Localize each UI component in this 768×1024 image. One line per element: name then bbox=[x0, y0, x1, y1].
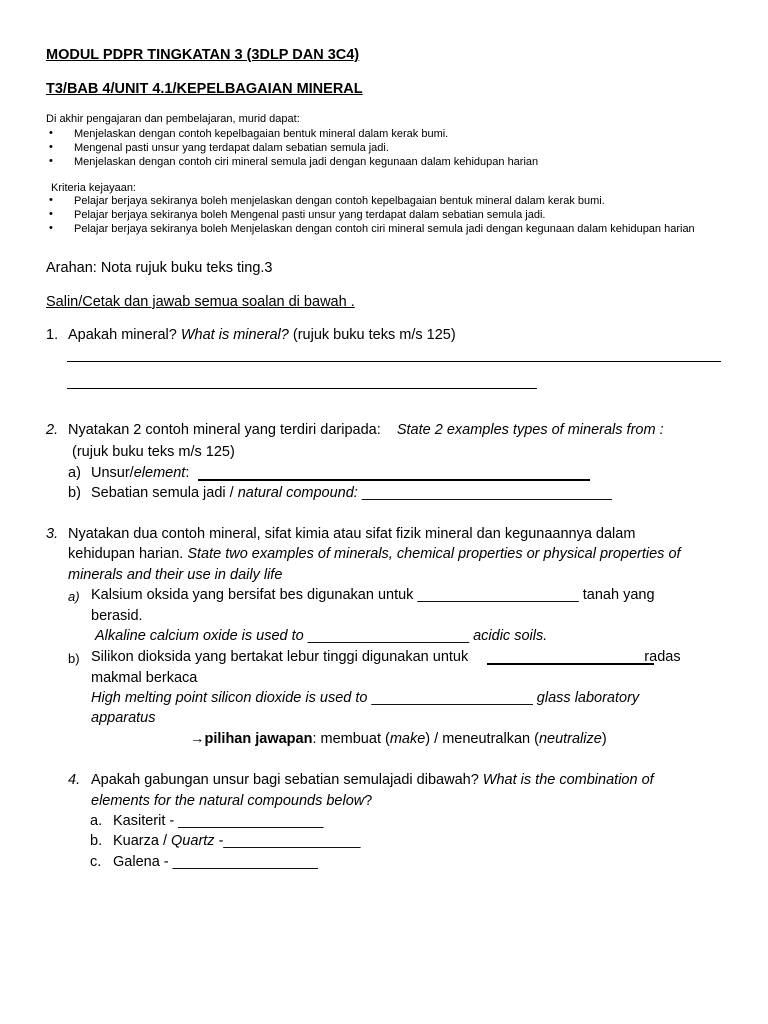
q3-b-answer-line[interactable] bbox=[487, 663, 654, 665]
q3-a-blank[interactable]: ____________________ bbox=[417, 587, 579, 603]
q3-b-english-cont: apparatus bbox=[91, 710, 156, 726]
q3-b-english: High melting point silicon dioxide is used to ____________________ glass laboratory bbox=[91, 690, 640, 706]
q3-b-line2: makmal berkaca bbox=[91, 670, 198, 686]
q4-c-label: c. bbox=[90, 854, 102, 870]
q2-text: Nyatakan 2 contoh mineral yang terdiri daripada: State 2 examples types of minerals from : bbox=[68, 422, 664, 438]
q3-number: 3. bbox=[46, 526, 59, 542]
answer-choices: →pilihan jawapan: membuat (make) / meneutralkan (neutralize) bbox=[190, 731, 607, 747]
q4-line2: elements for the natural compounds below? bbox=[91, 793, 373, 809]
q3-b-line1: Silikon dioksida yang bertakat lebur tinggi digunakan untuk radas bbox=[91, 649, 681, 665]
criteria-item: Pelajar berjaya sekiranya boleh Menjelaskan dengan contoh ciri mineral semula jadi dengan kegunaan dalam kehidupan harian bbox=[74, 223, 695, 235]
q4-a-text[interactable]: Kasiterit - __________________ bbox=[113, 813, 324, 829]
arrow-right-icon: → bbox=[190, 731, 205, 747]
q3-b-en-blank[interactable]: ____________________ bbox=[371, 690, 533, 706]
criteria-intro: Kriteria kejayaan: bbox=[51, 182, 136, 194]
criteria-item: Pelajar berjaya sekiranya boleh menjelaskan dengan contoh kepelbagaian bentuk mineral dalam kerak bumi. bbox=[74, 195, 605, 207]
q4-line1: Apakah gabungan unsur bagi sebatian semulajadi dibawah? What is the combination of bbox=[91, 772, 654, 788]
q4-b-text[interactable]: Kuarza / Quartz -_________________ bbox=[113, 833, 361, 849]
criteria-item: Pelajar berjaya sekiranya boleh Mengenal pasti unsur yang terdapat dalam sebatian semula jadi. bbox=[74, 209, 546, 221]
q3-line2: kehidupan harian. State two examples of minerals, chemical properties or physical properties of bbox=[68, 546, 681, 562]
q1-number: 1. bbox=[46, 327, 59, 343]
q1-text: Apakah mineral? What is mineral? (rujuk buku teks m/s 125) bbox=[68, 327, 456, 343]
q3-line3: minerals and their use in daily life bbox=[68, 567, 283, 583]
bullet-icon: • bbox=[49, 208, 53, 220]
q2-reference: (rujuk buku teks m/s 125) bbox=[72, 444, 235, 460]
objective-item: Mengenal pasti unsur yang terdapat dalam sebatian semula jadi. bbox=[74, 142, 389, 154]
module-title: MODUL PDPR TINGKATAN 3 (3DLP DAN 3C4) bbox=[46, 47, 360, 63]
q2-b-label: b) bbox=[68, 485, 81, 501]
q3-line1: Nyatakan dua contoh mineral, sifat kimia atau sifat fizik mineral dan kegunaannya dalam bbox=[68, 526, 636, 542]
q4-a-label: a. bbox=[90, 813, 103, 829]
objectives-intro: Di akhir pengajaran dan pembelajaran, murid dapat: bbox=[46, 113, 300, 125]
q3-a-en-blank[interactable]: ____________________ bbox=[307, 628, 470, 644]
bullet-icon: • bbox=[49, 222, 53, 234]
q3-a-line2: berasid. bbox=[91, 608, 143, 624]
instruction-salin: Salin/Cetak dan jawab semua soalan di bawah . bbox=[46, 294, 355, 310]
q2-a-label: a) bbox=[68, 465, 81, 481]
q3-b-label: b) bbox=[68, 651, 80, 666]
q3-a-line1: Kalsium oksida yang bersifat bes digunakan untuk ____________________ tanah yang bbox=[91, 587, 655, 603]
bullet-icon: • bbox=[49, 127, 53, 139]
objective-item: Menjelaskan dengan contoh kepelbagaian bentuk mineral dalam kerak bumi. bbox=[74, 128, 449, 140]
unit-title: T3/BAB 4/UNIT 4.1/KEPELBAGAIAN MINERAL bbox=[46, 81, 363, 97]
bullet-icon: • bbox=[49, 194, 53, 206]
q4-c-text[interactable]: Galena - __________________ bbox=[113, 854, 318, 870]
q4-number: 4. bbox=[68, 772, 81, 788]
q1-answer-line[interactable] bbox=[67, 388, 537, 389]
q4-b-label: b. bbox=[90, 833, 103, 849]
q3-a-english: Alkaline calcium oxide is used to ____________________ acidic soils. bbox=[95, 628, 548, 644]
q2-number: 2. bbox=[46, 422, 59, 438]
q2-a-text: Unsur/element: bbox=[91, 465, 190, 481]
q3-a-label: a) bbox=[68, 589, 80, 604]
bullet-icon: • bbox=[49, 155, 53, 167]
q2-b-text: Sebatian semula jadi / natural compound: _______________________________ bbox=[91, 485, 612, 501]
instruction-arahan: Arahan: Nota rujuk buku teks ting.3 bbox=[46, 260, 273, 276]
bullet-icon: • bbox=[49, 141, 53, 153]
q1-answer-line[interactable] bbox=[67, 361, 721, 362]
q2-b-blank[interactable]: _______________________________ bbox=[361, 485, 612, 501]
objective-item: Menjelaskan dengan contoh ciri mineral semula jadi dengan kegunaan dalam kehidupan harian bbox=[74, 156, 539, 168]
q2-a-answer-line[interactable] bbox=[198, 479, 590, 481]
